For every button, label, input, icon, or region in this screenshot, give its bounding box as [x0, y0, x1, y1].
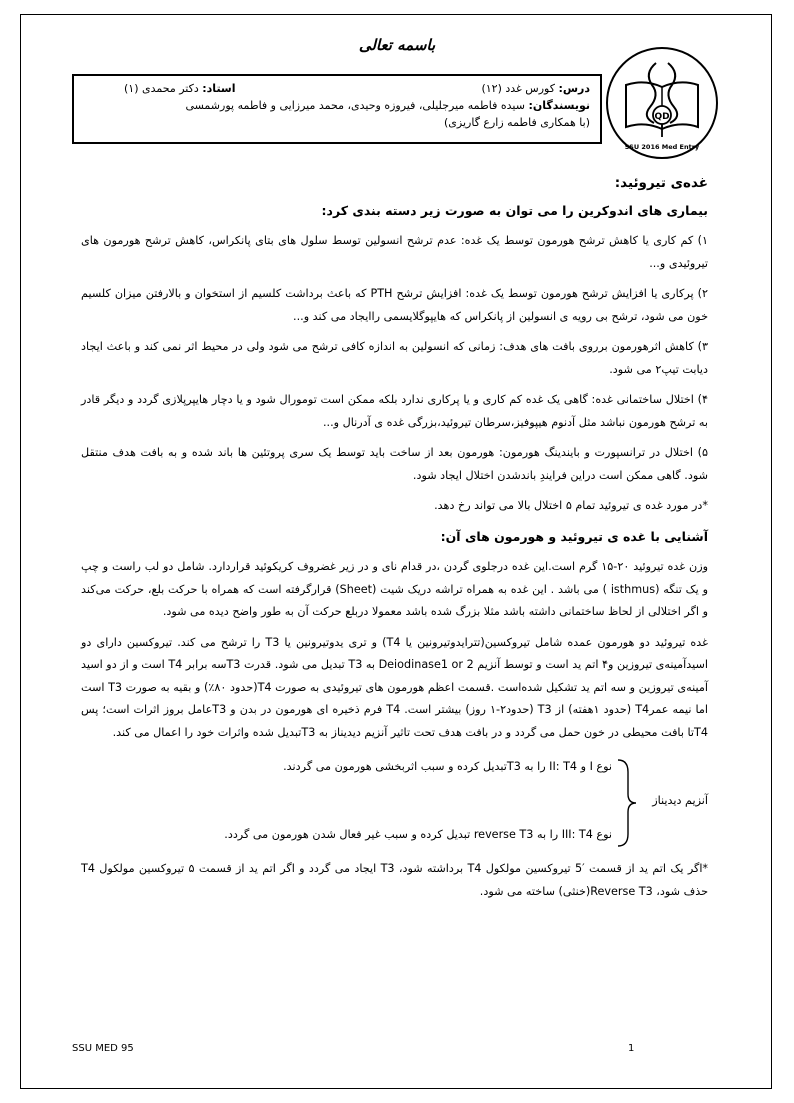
authors-line: [84, 97, 590, 114]
course-label: درس:: [558, 82, 590, 95]
course-header: [72, 74, 602, 144]
authors-label: نویسندگان:: [528, 99, 590, 112]
curly-brace-icon: [614, 758, 640, 848]
paragraph-hormones: غده تیروئید دو هورمون عمده شامل تیروکسین(تترایدوتیرونین یا T4) و تری یدوتیرونین یا T3 را ترشح می کند. تیروکسین دارای دو اسیدآمینه‌ی تیروزین و۴ اتم ید است و توسط آنزیم Deiodinase1 or 2 به T3 تبدیل می شود. قدرت T3سه برابر T4 است و از دو اسید آمینه‌ی تیروزین و سه اتم ید تشکیل شده‌است .قسمت اعظم هورمون های تیروئیدی به صورت T4(حدود ۸۰٪) و بقیه به صورت T3 است اما نیمه عمرT4 (حدود ۱هفته) از T3 (حدود۲-۱ روز) بیشتر است. T4 فرم ذخیره ای هورمون در بدن و T3عامل بروز اثرات است؛ پس T4تا بافت محیطی در خون حمل می گردد و در بافت هدف تحت تاثیر آنزیم دیدیناز به T3تبدیل شده واثرات خود را اعمال می کند.: [81, 635, 709, 739]
ssu-logo-icon: [604, 45, 720, 161]
header-row-1: [84, 80, 590, 97]
teacher-value: دکتر محمدی (۱): [124, 82, 199, 95]
deiodinase-diagram: [81, 752, 708, 852]
basmala: باسمه تعالی: [358, 36, 436, 54]
note-iodine-removal: *اگر یک اتم ید از قسمت ′5 تیروکسین مولکول T4 برداشته شود، T3 ایجاد می گردد و اگر اتم ید از قسمت ۵ تیروکسین مولکول T4 حذف شود، Reverse T3(خنثی) ساخته می شود.: [81, 862, 709, 898]
footer-label: SSU MED 95: [72, 1043, 134, 1054]
list-item: ۴) اختلال ساختمانی غده: گاهی یک غده کم کاری و یا پرکاری ندارد بلکه ممکن است تومورال شود و یا دچار هایپرپلازی گردد و دیگر قادر به ترشح هورمون نباشد مثل آدنوم هیپوفیز،سرطان تیروئید،بزرگی غده ی آدرنال و...: [81, 393, 708, 429]
page-title: غده‌ی تیروئید:: [614, 175, 708, 191]
enzyme-type-1-2: نوع I و II: T4 را به T3تبدیل کرده و سبب اثربخشی هورمون می گردند.: [283, 760, 612, 773]
logo-caption: SSU 2016 Med Entry: [624, 143, 700, 151]
list-item: ۳) کاهش اثرهورمون برروی بافت های هدف: زمانی که انسولین به اندازه کافی ترشح می شود ولی در محیط اثر نمی کند و باعث ایجاد دیابت تیپ۲ می شود.: [81, 340, 708, 376]
section-heading: آشنایی با غده ی تیروئید و هورمون های آن:: [440, 528, 708, 544]
main-content: [81, 172, 708, 911]
enzyme-type-3: نوع III: T4 را به reverse T3 تبدیل کرده و سبب غیر فعال شدن هورمون می گردد.: [224, 828, 612, 841]
logo-monogram: QD: [654, 112, 670, 122]
classification-heading: بیماری های اندوکرین را می توان به صورت زیر دسته بندی کرد:: [321, 202, 708, 218]
list-item: ۲) پرکاری یا افزایش ترشح هورمون توسط یک غده: افزایش ترشح PTH که باعث برداشت کلسیم از استخوان و بالارفتن میزان کلسیم خون می شود، ترشح بی رویه ی انسولین از پانکراس که هایپوگلایسمی راایجاد می کند و...: [81, 287, 708, 323]
paragraph-anatomy: وزن غده تیروئید ۲۰-۱۵ گرم است.این غده درجلوی گردن ،در قدام نای و در زیر غضروف کریکوئید قراردارد. شامل دو لب راست و چپ و یک تنگه (isthmus ) می باشد . این غده به همراه تراشه دریک شیت (Sheet) قرارگرفته است که همراه با حرکت بلع، حرکت می‌کند و اگر اختلالی از لحاظ ساختمانی داشته باشد مثلا بزرگ شده باشد معمولا دربلع حرکت آن به طور واضح دیده می شود.: [81, 560, 709, 618]
course-info: [481, 80, 590, 97]
note-thyroid-disorders: *در مورد غده ی تیروئید تمام ۵ اختلال بالا می تواند رخ دهد.: [434, 499, 708, 512]
teacher-info: [124, 80, 236, 97]
enzyme-name: آنزیم دیدیناز: [652, 794, 708, 807]
collab-line: (با همکاری فاطمه زارع گاریزی): [444, 116, 590, 129]
list-item: ۱) کم کاری یا کاهش ترشح هورمون توسط یک غده: عدم ترشح انسولین توسط سلول های بتای پانکراس، کاهش ترشح هورمون های تیروئیدی و...: [81, 234, 708, 270]
list-item: ۵) اختلال در ترانسپورت و بایندینگ هورمون: هورمون بعد از ساخت باید توسط یک سری پروتئین ها باند شده و به بافت هدف منتقل شود. گاهی ممکن است دراین فرایندِ باندشدن اختلال ایجاد شود.: [81, 446, 708, 482]
teacher-label: استاد:: [202, 82, 236, 95]
authors-value: سیده فاطمه میرجلیلی، فیروزه وحیدی، محمد میرزایی و فاطمه پورشمسی: [185, 99, 525, 112]
course-value: کورس غدد (۱۲): [481, 82, 555, 95]
page-number: 1: [628, 1043, 635, 1054]
